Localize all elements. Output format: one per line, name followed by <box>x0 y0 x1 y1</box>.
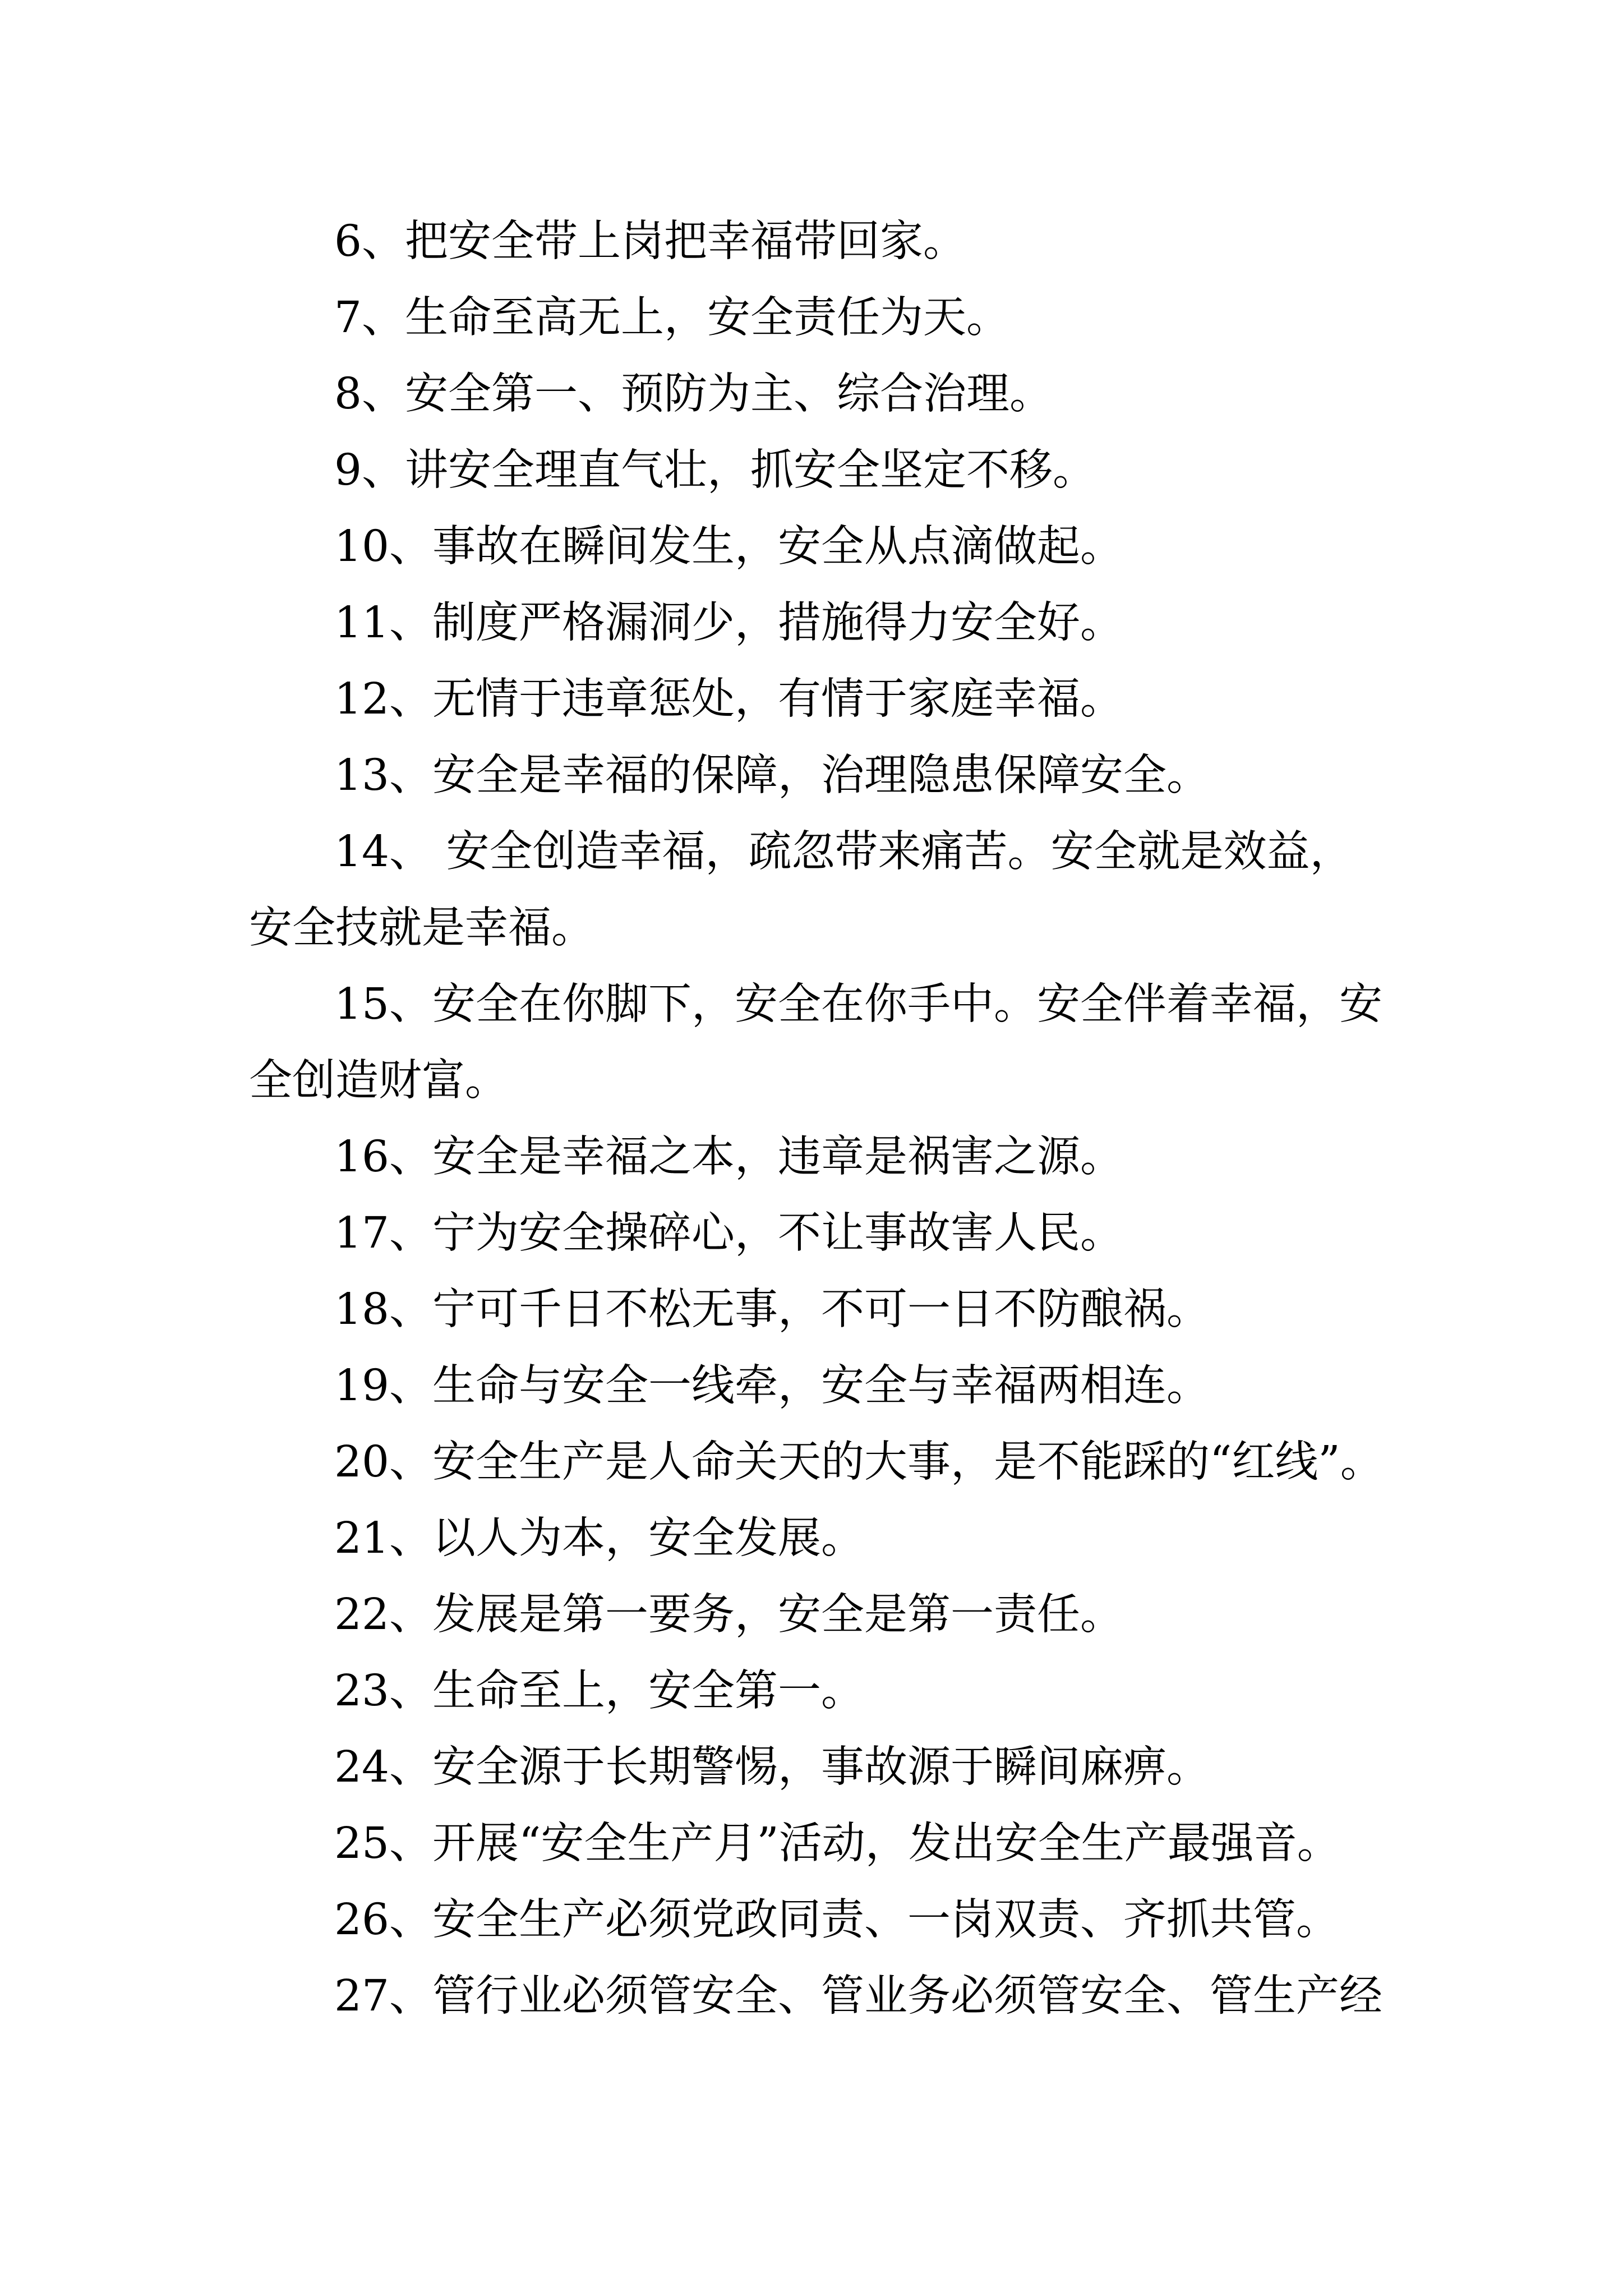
paragraph-line: 24、安全源于长期警惕，事故源于瞬间麻痹。 <box>334 1742 1210 1792</box>
paragraph-line: 21、以人为本，安全发展。 <box>334 1513 864 1563</box>
paragraph-line: 20、安全生产是人命关天的大事，是不能踩的“红线”。 <box>334 1437 1384 1487</box>
paragraph-line-continued: 全创造财富。 <box>249 1056 508 1106</box>
paragraph-item-25 <box>249 1806 1483 1882</box>
paragraph-line: 23、生命至上，安全第一。 <box>334 1666 864 1716</box>
paragraph-item-22 <box>249 1577 1483 1653</box>
paragraph-line: 19、生命与安全一线牵，安全与幸福两相连。 <box>334 1361 1210 1411</box>
paragraph-item-7 <box>249 280 1483 356</box>
paragraph-line: 7、生命至高无上，安全责任为天。 <box>334 293 1009 343</box>
paragraph-item-19 <box>249 1348 1483 1424</box>
paragraph-line: 13、安全是幸福的保障，治理隐患保障安全。 <box>334 751 1210 800</box>
paragraph-line: 17、宁为安全操碎心，不让事故害人民。 <box>334 1208 1123 1258</box>
paragraph-item-18 <box>249 1272 1483 1348</box>
paragraph-item-21 <box>249 1501 1483 1577</box>
paragraph-line: 11、制度严格漏洞少，措施得力安全好。 <box>334 598 1123 648</box>
paragraph-line: 10、事故在瞬间发生，安全从点滴做起。 <box>334 522 1123 572</box>
paragraph-item-26 <box>249 1882 1483 1958</box>
paragraph-item-14 <box>249 814 1483 967</box>
paragraph-item-10 <box>249 509 1483 585</box>
paragraph-line: 26、安全生产必须党政同责、一岗双责、齐抓共管。 <box>334 1895 1339 1945</box>
paragraph-item-20 <box>249 1424 1483 1501</box>
paragraph-line: 9、讲安全理直气壮，抓安全坚定不移。 <box>334 445 1096 495</box>
paragraph-item-6 <box>249 204 1483 280</box>
paragraph-item-13 <box>249 738 1483 814</box>
paragraph-line-continued: 安全技就是幸福。 <box>249 903 594 953</box>
paragraph-line: 18、宁可千日不松无事，不可一日不防酿祸。 <box>334 1285 1210 1335</box>
paragraph-item-15 <box>249 967 1483 1119</box>
paragraph-line: 14、 安全创造幸福，疏忽带来痛苦。安全就是效益， <box>334 827 1353 877</box>
paragraph-item-27 <box>249 1958 1483 2035</box>
paragraph-item-24 <box>249 1729 1483 1806</box>
paragraph-item-23 <box>249 1653 1483 1729</box>
paragraph-item-16 <box>249 1119 1483 1195</box>
paragraph-line: 22、发展是第一要务，安全是第一责任。 <box>334 1590 1123 1640</box>
paragraph-line: 15、安全在你脚下，安全在你手中。安全伴着幸福，安 <box>334 979 1382 1029</box>
paragraph-item-17 <box>249 1195 1483 1272</box>
paragraph-line: 27、管行业必须管安全、管业务必须管安全、管生产经 <box>334 1971 1382 2021</box>
paragraph-line: 8、安全第一、预防为主、综合治理。 <box>334 369 1053 419</box>
paragraph-item-9 <box>249 432 1483 509</box>
paragraph-line: 16、安全是幸福之本，违章是祸害之源。 <box>334 1132 1123 1182</box>
paragraph-line: 6、把安全带上岗把幸福带回家。 <box>334 217 966 266</box>
paragraph-item-12 <box>249 661 1483 738</box>
paragraph-line: 12、无情于违章惩处，有情于家庭幸福。 <box>334 674 1123 724</box>
paragraph-item-11 <box>249 585 1483 661</box>
paragraph-line: 25、开展“安全生产月”活动，发出安全生产最强音。 <box>334 1819 1340 1869</box>
paragraph-item-8 <box>249 356 1483 432</box>
